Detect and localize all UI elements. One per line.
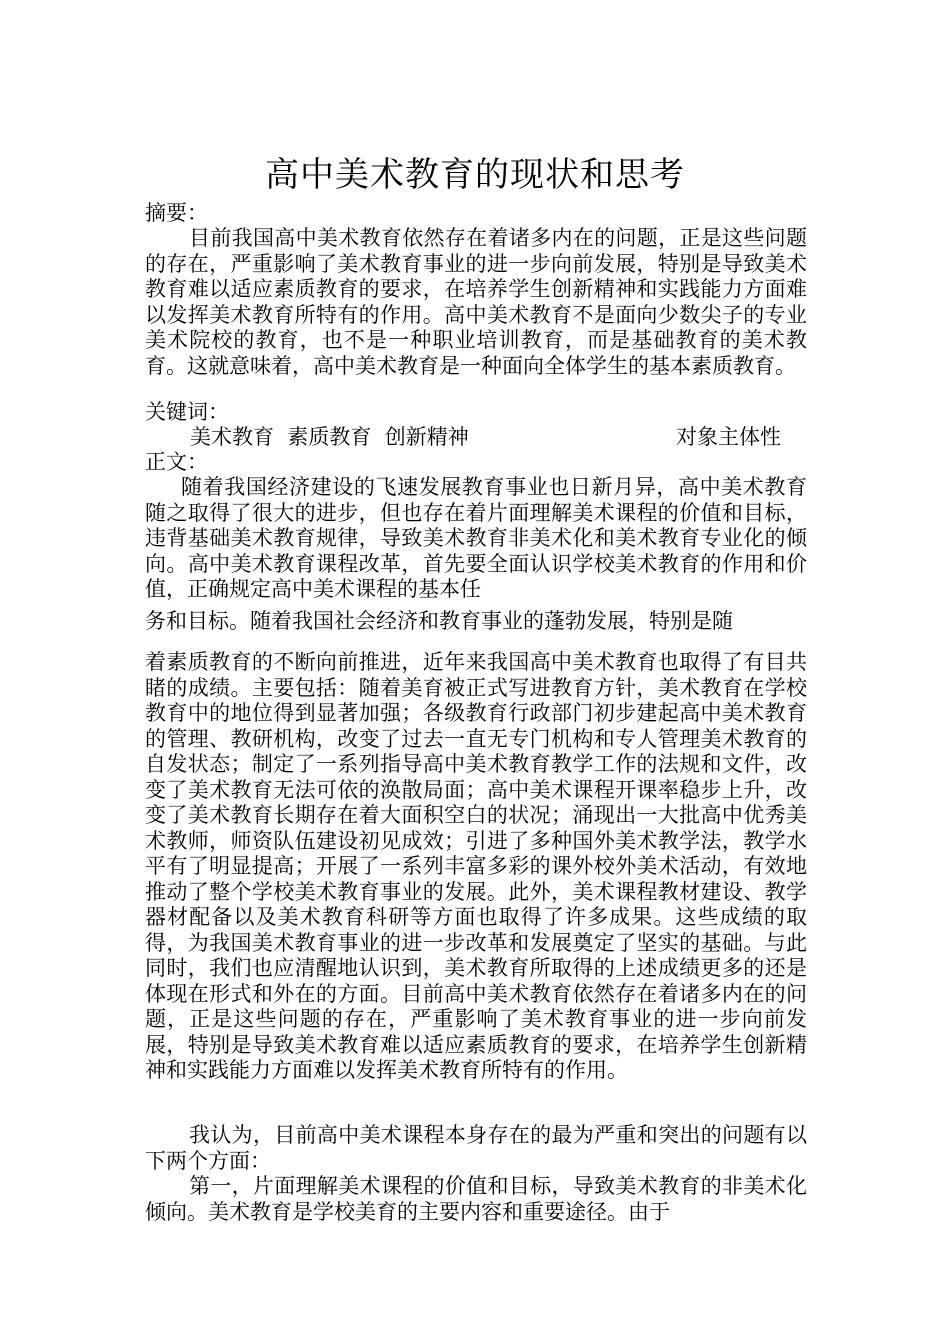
keyword-last: 对象主体性 <box>676 425 781 449</box>
abstract-label: 摘要： <box>145 201 208 225</box>
keywords-list: 美术教育 素质教育 创新精神 <box>190 425 469 449</box>
body-label: 正文： <box>145 450 208 474</box>
document-title: 高中美术教育的现状和思考 <box>265 155 685 195</box>
body-paragraph-3: 第一，片面理解美术课程的价值和目标，导致美术教育的非美术化倾向。美术教育是学校美育的主要内容和重要途径。由于 <box>145 1174 807 1224</box>
body-paragraph-2: 我认为，目前高中美术课程本身存在的最为严重和突出的问题有以下两个方面： <box>145 1123 807 1173</box>
abstract-paragraph: 目前我国高中美术教育依然存在着诸多内在的问题，正是这些问题的存在，严重影响了美术教育事业的进一步向前发展，特别是导致美术教育难以适应素质教育的要求，在培养学生创新精神和实践能力方面难以发挥美术教育所特有的作用。高中美术教育不是面向少数尖子的专业美术院校的教育，也不是一种职业培训教育，而是基础教育的美术教育。这就意味着，高中美术教育是一种面向全体学生的基本素质教育。 <box>145 226 807 378</box>
body-paragraph-1b: 务和目标。随着我国社会经济和教育事业的蓬勃发展，特别是随 <box>145 609 733 633</box>
keywords-label: 关键词： <box>145 400 229 424</box>
body-paragraph-1c: 着素质教育的不断向前推进，近年来我国高中美术教育也取得了有目共睹的成绩。主要包括：随着美育被正式写进教育方针，美术教育在学校教育中的地位得到显著加强；各级教育行政部门初步建起高中美术教育的管理、教研机构，改变了过去一直无专门机构和专人管理美术教育的自发状态；制定了一系列指导高中美术教育教学工作的法规和文件，改变了美术教育无法可依的涣散局面；高中美术课程开课率稳步上升，改变了美术教育长期存在着大面积空白的状况；涌现出一大批高中优秀美术教师，师资队伍建设初见成效；引进了多种国外美术教学法，教学水平有了明显提高；开展了一系列丰富多彩的课外校外美术活动，有效地推动了整个学校美术教育事业的发展。此外，美术课程教材建设、教学器材配备以及美术教育科研等方面也取得了许多成果。这些成绩的取得，为我国美术教育事业的进一步改革和发展奠定了坚实的基础。与此同时，我们也应清醒地认识到，美术教育所取得的上述成绩更多的还是体现在形式和外在的方面。目前高中美术教育依然存在着诸多内在的问题，正是这些问题的存在，严重影响了美术教育事业的进一步向前发展，特别是导致美术教育难以适应素质教育的要求，在培养学生创新精神和实践能力方面难以发挥美术教育所特有的作用。 <box>145 650 807 1082</box>
body-paragraph-1a: 随着我国经济建设的飞速发展教育事业也日新月异，高中美术教育随之取得了很大的进步，但也存在着片面理解美术课程的价值和目标，违背基础美术教育规律，导致美术教育非美术化和美术教育专业化的倾向。高中美术教育课程改革，首先要全面认识学校美术教育的作用和价值，正确规定高中美术课程的基本任 <box>145 475 807 601</box>
